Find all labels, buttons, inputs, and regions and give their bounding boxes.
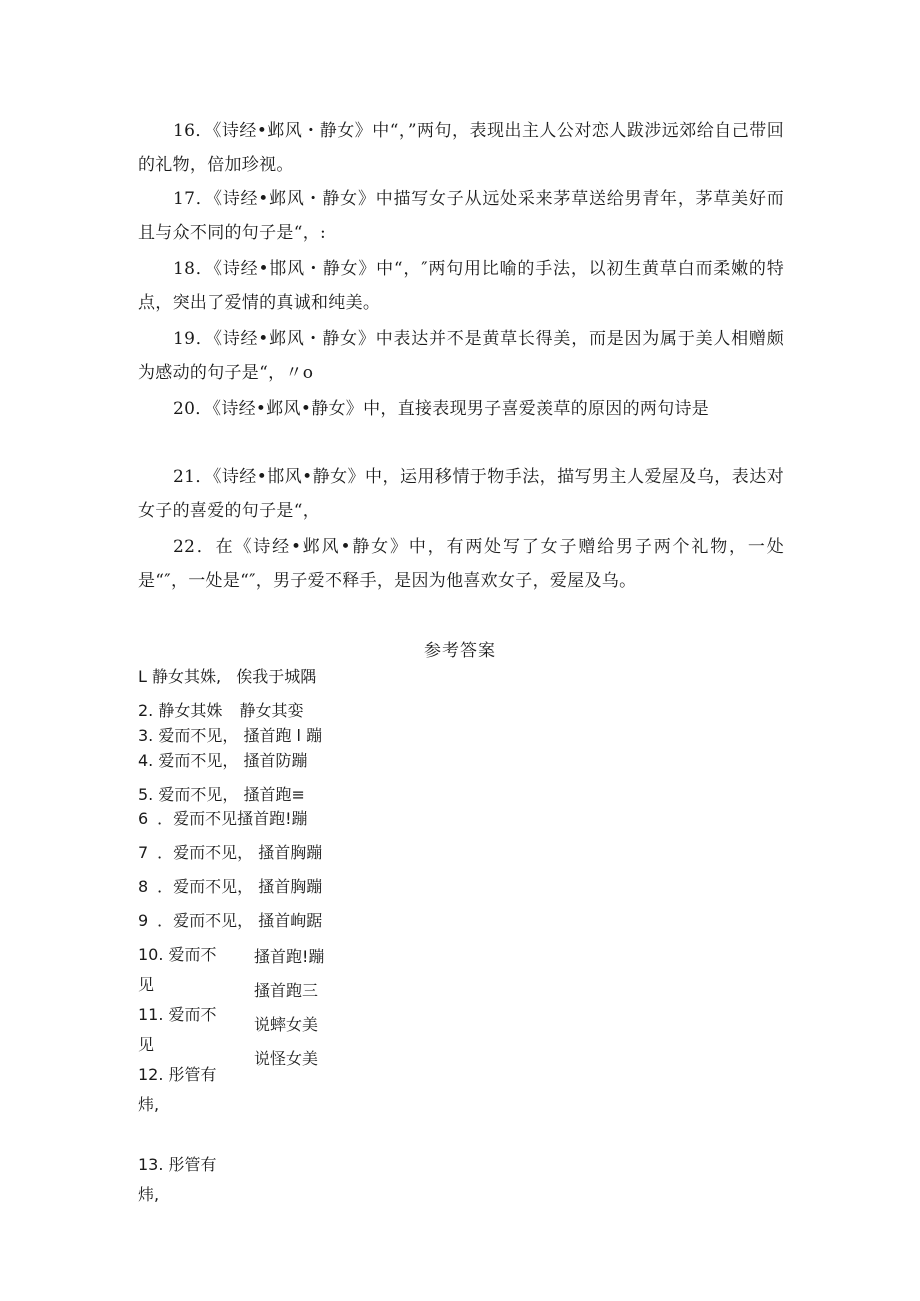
answer-1 <box>138 664 316 690</box>
answer-4 <box>138 748 307 774</box>
answer-2 <box>138 698 303 724</box>
answer-number: 4. <box>138 751 154 770</box>
question-text: ．《诗经•邺风・静女》中表达并不是黄草长得美，而是因为属于美人相赠颇为感动的句子是“，〃o <box>138 329 784 383</box>
answer-number: 3. <box>138 726 154 745</box>
answer-line-a: ．爱而不见， <box>157 843 254 862</box>
answer-number: L <box>138 667 147 686</box>
question-text: ．《诗经•邯风•静女》中，运用移情于物手法，描写男主人爱屋及乌，表达对女子的喜爱的句子是“， <box>138 467 784 521</box>
answer-line-b: 搔首跑≡ <box>243 785 305 804</box>
question-19 <box>138 322 784 390</box>
answer-line-b: 搔首胸蹦 <box>258 877 323 896</box>
question-text: ．《诗经•邯风・静女》中“，″两句用比喻的手法，以初生黄草白而柔嫩的特点，突出了爱情的真诚和纯美。 <box>138 259 784 313</box>
answer-number: 2. <box>138 701 154 720</box>
answer-line-a: 静女其姝, <box>152 667 222 686</box>
answers-title: 参考答案 <box>424 641 496 661</box>
answer-5 <box>138 782 305 808</box>
answers-overlap-left-text: 10. 爱而不见 11. 爱而不见 12. 彤管有炜, 13. 彤管有炜, <box>138 945 217 1204</box>
question-17 <box>138 182 784 250</box>
question-number: 17 <box>173 189 196 209</box>
answer-7 <box>138 840 322 866</box>
answer-number: 5. <box>138 785 154 804</box>
answer-8 <box>138 874 322 900</box>
question-number: 21 <box>173 467 196 487</box>
answer-line-a: 爱而不见， <box>158 751 239 770</box>
answer-line-a: ．爱而不见， <box>157 877 254 896</box>
question-number: 19 <box>173 329 196 349</box>
question-text: ．《诗经•邺风・静女》中描写女子从远处采来茅草送给男青年，茅草美好而且与众不同的句子是“，: <box>138 189 784 243</box>
question-22 <box>138 530 784 598</box>
question-20 <box>138 392 784 426</box>
answer-line-b: 静女其娈 <box>239 701 304 720</box>
question-21 <box>138 460 784 528</box>
question-text: ．《诗经•邺风•静女》中，直接表现男子喜爱羡草的原因的两句诗是 <box>195 399 710 419</box>
answer-line-b: 搔首防蹦 <box>243 751 308 770</box>
question-text: ．《诗经•邺风・静女》中“，”两句，表现出主人公对恋人跋涉远郊给自己带回的礼物，倍加珍视。 <box>138 121 784 175</box>
answer-line-b: 搔首跑 l 蹦 <box>243 726 323 745</box>
answers-overlap-right-column <box>254 940 334 1076</box>
question-number: 20 <box>173 399 196 419</box>
question-number: 18 <box>173 259 196 279</box>
answer-3 <box>138 723 322 749</box>
answer-number: 9 <box>138 911 149 930</box>
answer-line-a: 静女其姝 <box>158 701 223 720</box>
answer-line-a: 爱而不见， <box>158 785 239 804</box>
question-number: 16 <box>173 121 196 141</box>
answer-line-b: 俟我于城隅 <box>236 667 317 686</box>
answer-number: 8 <box>138 877 149 896</box>
question-number: 22 <box>173 537 196 557</box>
answer-line-a: 爱而不见， <box>158 726 239 745</box>
answers-overlap-left-column <box>138 940 230 1210</box>
answer-line-a: ．爱而不见， <box>157 911 254 930</box>
answer-6 <box>138 806 308 832</box>
answer-number: 7 <box>138 843 149 862</box>
question-18 <box>138 252 784 320</box>
answer-line-b: 搔首峋踞 <box>258 911 323 930</box>
question-16 <box>138 114 784 182</box>
answer-number: 6 <box>138 809 149 828</box>
answer-9 <box>138 908 322 934</box>
answer-line-b: 搔首胸蹦 <box>258 843 323 862</box>
answers-overlap-right-text: 搔首跑!蹦 搔首跑三 说蟀女美 说怪女美 <box>254 947 325 1068</box>
question-text: ．在《诗经•邺风•静女》中，有两处写了女子赠给男子两个礼物，一处是“″，一处是“″，男子爱不释手，是因为他喜欢女子，爱屋及乌。 <box>138 537 784 591</box>
answer-line-a: ．爱而不见搔首跑!蹦 <box>157 809 308 828</box>
